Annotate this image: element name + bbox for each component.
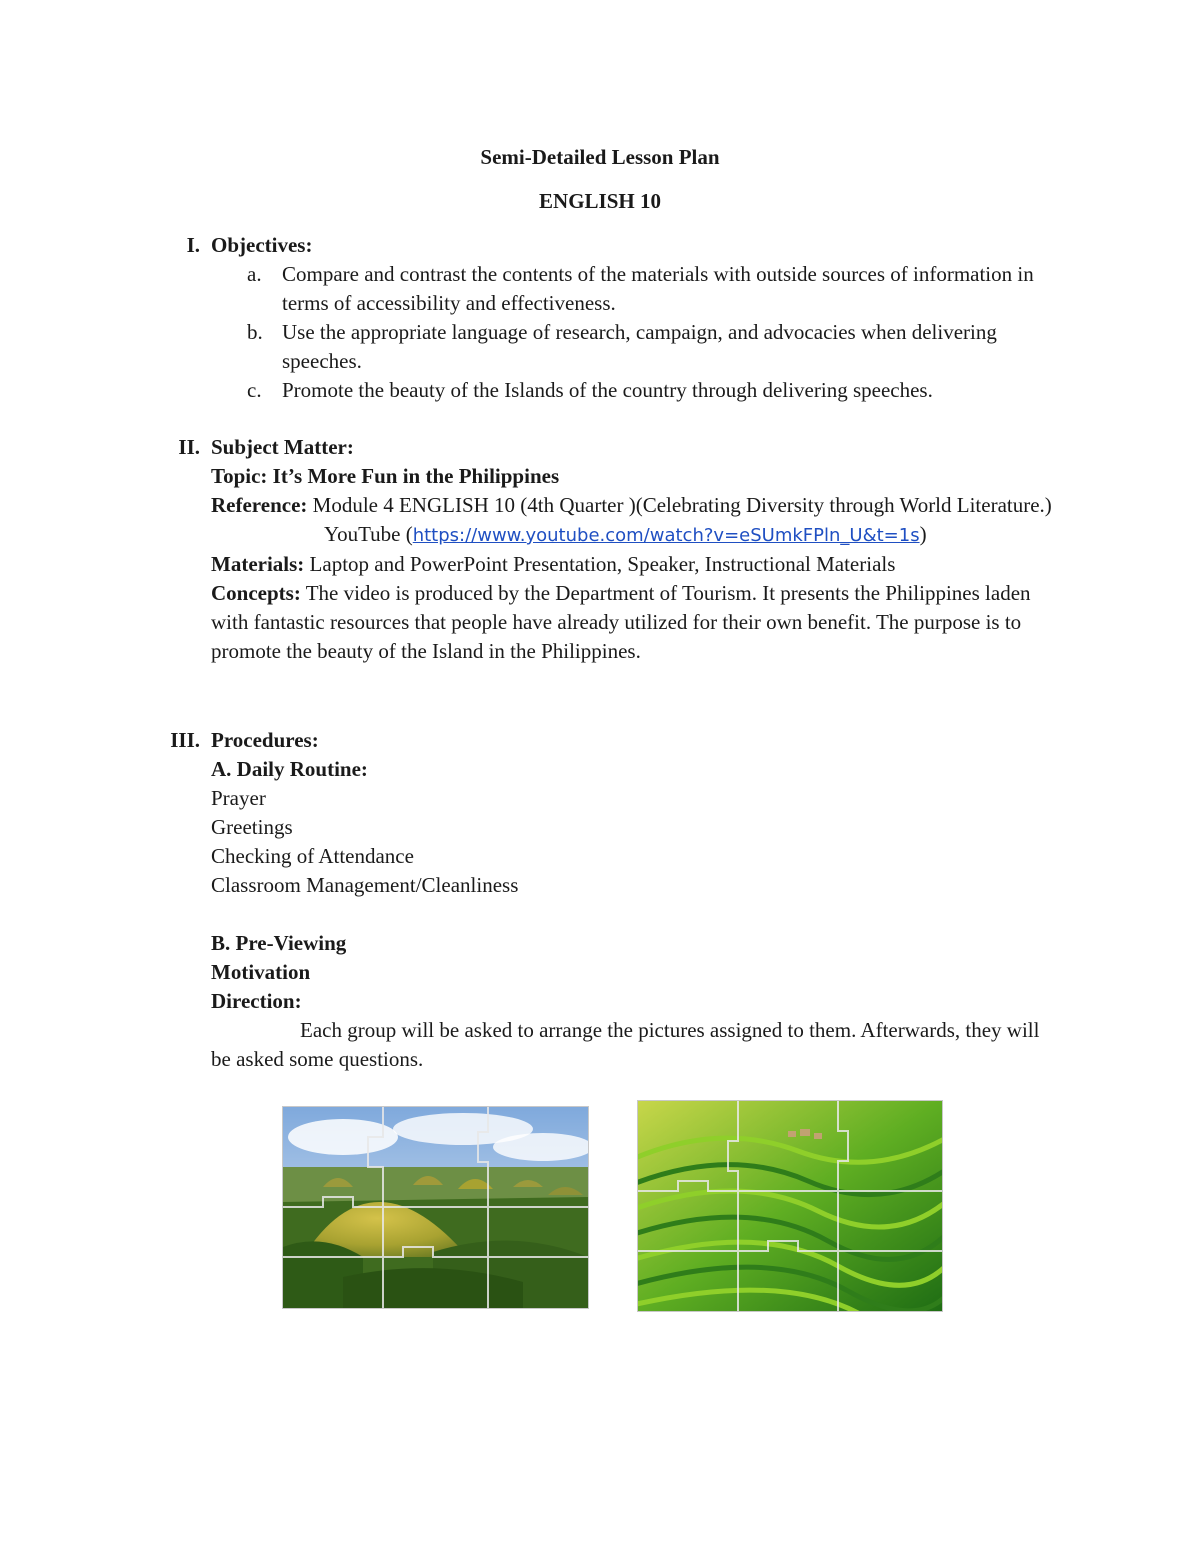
subject-matter-numeral: II.: [178, 435, 200, 459]
concepts-text: The video is produced by the Department of Tourism. It presents the Philippines laden with fantastic resources that people have already utilized for their own benefit. The purpose is to promote the beauty of the Island in the Philippines.: [211, 581, 1031, 663]
reference-label: Reference:: [211, 493, 308, 517]
objective-item: [211, 260, 1056, 318]
materials-label: Materials:: [211, 552, 305, 576]
subject-matter-heading: Subject Matter:: [211, 435, 354, 459]
reference-text: Module 4 ENGLISH 10 (4th Quarter )(Celebrating Diversity through World Literature.): [307, 493, 1052, 517]
objective-text: Compare and contrast the contents of the materials with outside sources of information in terms of accessibility and effectiveness.: [282, 262, 1034, 315]
motivation-heading: Motivation: [211, 960, 311, 984]
puzzle-images: [0, 1098, 1200, 1313]
objectives-heading: Objectives:: [211, 233, 313, 257]
objective-text: Use the appropriate language of research, campaign, and advocacies when delivering speeches.: [282, 320, 997, 373]
rice-terraces-puzzle-image: [637, 1100, 943, 1312]
objective-item: [211, 318, 1056, 376]
routine-item: Checking of Attendance: [211, 844, 414, 868]
objectives-list: [211, 260, 1056, 405]
spacer: [211, 900, 1056, 929]
objective-marker: b.: [247, 320, 263, 344]
objective-item: [211, 376, 1056, 405]
procedures-numeral: III.: [170, 728, 200, 752]
youtube-prefix: YouTube (: [324, 522, 413, 546]
youtube-suffix: ): [919, 522, 927, 546]
pre-viewing-heading: B. Pre-Viewing: [211, 931, 347, 955]
daily-routine-heading: A. Daily Routine:: [211, 757, 368, 781]
routine-item: Prayer: [211, 786, 266, 810]
routine-item: Greetings: [211, 815, 293, 839]
reference-line: [211, 491, 1056, 520]
concepts-label: Concepts:: [211, 581, 301, 605]
direction-heading: Direction:: [211, 989, 302, 1013]
routine-item: Classroom Management/Cleanliness: [211, 873, 519, 897]
rice-terraces-illustration: [638, 1101, 942, 1311]
objectives-body: [211, 231, 1056, 405]
chocolate-hills-illustration: [283, 1107, 588, 1308]
materials-text: Laptop and PowerPoint Presentation, Speaker, Instructional Materials: [304, 552, 896, 576]
objective-text: Promote the beauty of the Islands of the country through delivering speeches.: [282, 378, 933, 402]
topic-line: Topic: It’s More Fun in the Philippines: [211, 464, 560, 488]
objective-marker: a.: [247, 262, 262, 286]
subject-matter-body: [211, 433, 1056, 666]
youtube-line: [211, 520, 1056, 550]
objective-marker: c.: [247, 378, 262, 402]
materials-line: [211, 550, 1056, 579]
document-title: Semi-Detailed Lesson Plan: [480, 145, 720, 169]
youtube-link[interactable]: https://www.youtube.com/watch?v=eSUmkFPln_U&t=1s: [412, 525, 920, 546]
direction-text: Each group will be asked to arrange the pictures assigned to them. Afterwards, they will be asked some questions.: [211, 1018, 1040, 1071]
chocolate-hills-puzzle-image: [282, 1106, 589, 1309]
concepts-line: [211, 579, 1056, 666]
procedures-body: [211, 726, 1056, 1074]
procedures-heading: Procedures:: [211, 728, 319, 752]
document-subject: ENGLISH 10: [539, 189, 661, 213]
objectives-numeral: I.: [186, 233, 200, 257]
